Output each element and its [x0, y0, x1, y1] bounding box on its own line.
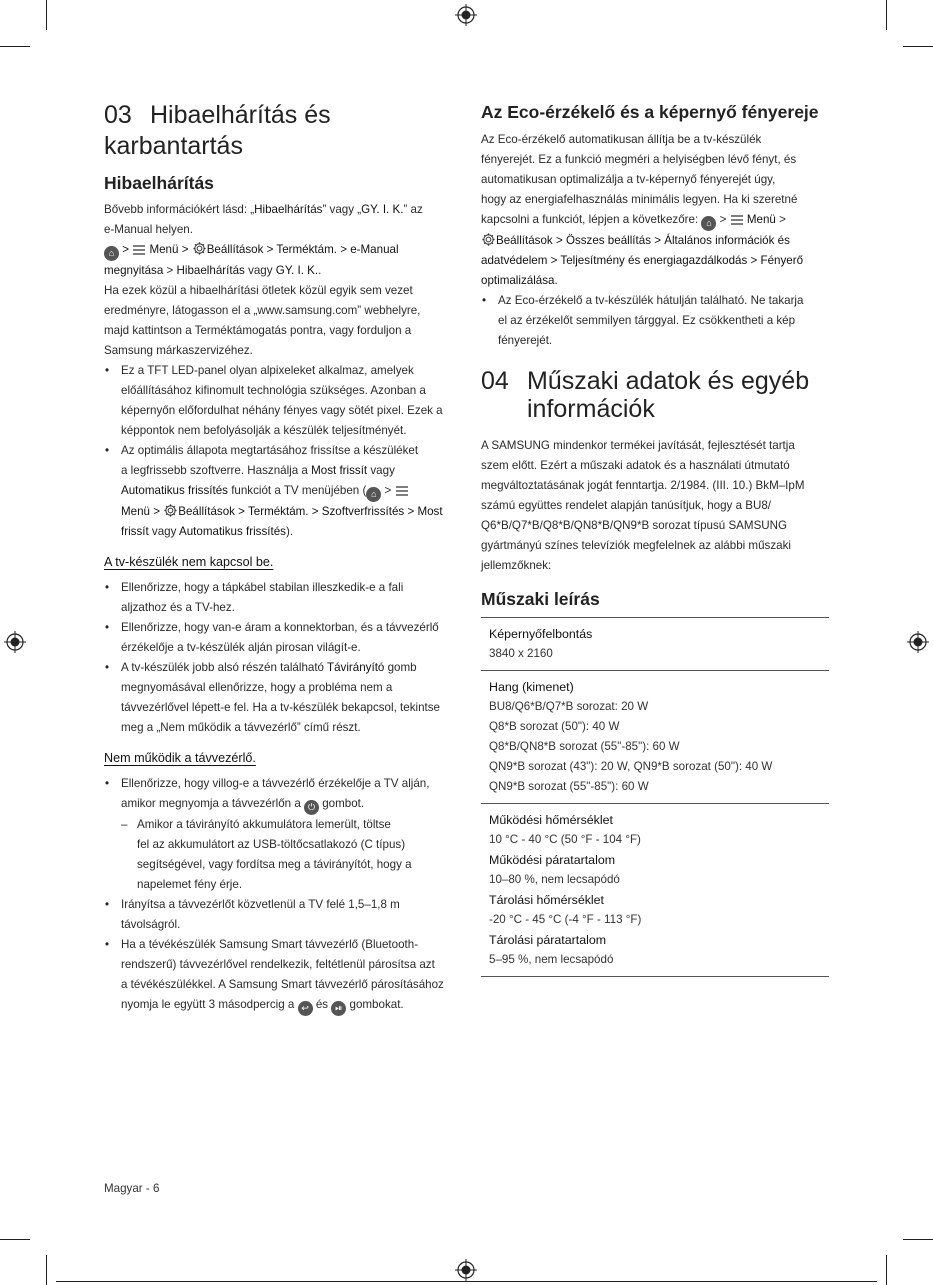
list-item: – Amikor a távirányító akkumulátora lemerült, töltse fel az akkumulátort az USB-töltőcsatlakozó (C típus) segítségével, vagy fordítsa meg a távirányítót, hogy a napelemet fény érje. [104, 815, 454, 895]
paragraph-line: jellemzőknek: [481, 559, 552, 572]
crop-mark [886, 0, 887, 30]
right-column [481, 96, 829, 977]
list-item: • A tv-készülék jobb alsó részén található Távirányító gomb megnyomásával ellenőrizze, hogy a probléma nem a távvezérlővel lépett-e fel. Ha a tv-készülék bekapcsol, tekintse meg a „Nem működik a távvezérlő” című részt. [104, 658, 454, 738]
menu-path: optimalizálása. [481, 274, 558, 287]
crop-mark [0, 46, 30, 47]
paragraph-line: eredményre, látogasson el a „www.samsung.com” webhelyre, [104, 304, 421, 317]
registration-mark-icon [455, 4, 477, 26]
chapter-title: Hibaelhárítás és karbantartás [104, 101, 331, 160]
page-footer: Magyar - 6 [104, 1182, 160, 1195]
crop-mark [903, 46, 933, 47]
crop-mark [903, 1239, 933, 1240]
menu-path: kapcsolni a funkciót, lépjen a következőre: ⌂ > Menü > [481, 210, 829, 231]
chapter-number: 04 [481, 367, 509, 395]
paragraph-line: Samsung márkaszervizéhez. [104, 344, 253, 357]
left-column [104, 96, 454, 1016]
home-icon: ⌂ [366, 487, 381, 502]
subsection-title: A tv-készülék nem kapcsol be. [104, 555, 274, 569]
paragraph-line: Az Eco-érzékelő automatikusan állítja be a tv-készülék [481, 133, 762, 146]
paragraph-line: szem előtt. Ezért a műszaki adatok és a használati útmutató [481, 459, 790, 472]
section-title: Az Eco-érzékelő és a képernyő fényereje [481, 102, 819, 122]
back-icon: ↩ [298, 1001, 313, 1016]
menu-icon [395, 485, 409, 497]
crop-mark [56, 1281, 877, 1282]
paragraph-line: gyártmányú színes televíziók megfelelnek az alábbi műszaki [481, 539, 791, 552]
menu-path: adatvédelem > Teljesítmény és energiagazdálkodás > Fényerő [481, 254, 804, 267]
gear-icon [163, 503, 178, 518]
list-item: • Az Eco-érzékelő a tv-készülék hátulján található. Ne takarja el az érzékelőt semmilyen tárggyal. Ez csökkentheti a kép fényerejét. [481, 291, 829, 351]
menu-icon [132, 244, 146, 256]
paragraph-line: Ha ezek közül a hibaelhárítási ötletek közül egyik sem vezet [104, 284, 413, 297]
spec-row: Működési hőmérséklet 10 °C - 40 °C (50 °F - 104 °F) Működési páratartalom 10–80 %, nem lecsapódó Tárolási hőmérséklet -20 °C - 45 °C (-4 °F - 113 °F) Tárolási páratartalom 5–95 %, nem lecsapódó [481, 804, 829, 977]
section-title: Hibaelhárítás [104, 173, 214, 193]
registration-mark-icon [907, 631, 929, 653]
crop-mark [886, 1255, 887, 1285]
list-item: • Ellenőrizze, hogy villog-e a távvezérlő érzékelője a TV alján, amikor megnyomja a távvezérlőn a ⏻ gombot. [104, 774, 454, 815]
specs-title: Műszaki leírás [481, 589, 600, 609]
crop-mark [46, 1255, 47, 1285]
paragraph-line: Q6*B/Q7*B/Q8*B/QN8*B/QN9*B sorozat típusú SAMSUNG [481, 519, 788, 532]
paragraph-line: számú együttes rendelet alapján tanúsítjuk, hogy a BU8/ [481, 499, 772, 512]
spec-row: Hang (kimenet) BU8/Q6*B/Q7*B sorozat: 20 W Q8*B sorozat (50"): 40 W Q8*B/QN8*B sorozat (55"-85"): 60 W QN9*B sorozat (43"): 20 W, QN9*B sorozat (50"): 40 W QN9*B sorozat (55"-85"): 60 W [481, 671, 829, 804]
play-pause-icon: ⏯ [331, 1001, 346, 1016]
power-icon: ⏻ [304, 800, 319, 815]
list-item: • Az optimális állapota megtartásához frissítse a készüléket a legfrissebb szoftverre. Használja a Most frissít vagy Automatikus frissítés funkciót a TV menüjében ( ⌂ > Menü > Beállítások > Terméktám. > Szoftverfrissítés > Most frissít vagy Automatikus frissítés). [104, 441, 454, 542]
crop-mark [0, 1239, 30, 1240]
gear-icon [481, 232, 496, 247]
list-item: • Irányítsa a távvezérlőt közvetlenül a TV felé 1,5–1,8 m távolságról. [104, 895, 454, 935]
list-item: • Ez a TFT LED-panel olyan alpixeleket alkalmaz, amelyek előállításához kifinomult technológia szükséges. Azonban a képernyőn előfordulhat néhány fényes vagy sötét pixel. Ezek a képpontok nem befolyásolják a készülék teljesítményét. [104, 361, 454, 441]
menu-path: ⌂ > Menü > Beállítások > Terméktám. > e-Manual [104, 240, 454, 261]
paragraph-line: A SAMSUNG mindenkor termékei javítását, fejlesztését tartja [481, 439, 795, 452]
paragraph-line: fényerejét. Ez a funkció megméri a helyiségben lévő fényt, és [481, 153, 797, 166]
intro-line: e-Manual helyen. [104, 223, 193, 236]
registration-mark-icon [4, 631, 26, 653]
paragraph-line: majd kattintson a Terméktámogatás pontra, vagy forduljon a [104, 324, 412, 337]
chapter-number: 03 [104, 101, 132, 129]
home-icon: ⌂ [104, 246, 119, 261]
chapter-title: Műszaki adatok és egyéb [527, 367, 810, 395]
spec-row: Képernyőfelbontás 3840 x 2160 [481, 618, 829, 671]
paragraph-line: hogy az energiafelhasználás minimális legyen. Ha ki szeretné [481, 193, 798, 206]
paragraph-line: automatikusan optimalizálja a tv-képernyő fényerejét úgy, [481, 173, 776, 186]
menu-path: megnyitása > Hibaelhárítás vagy GY. I. K.. [104, 264, 322, 277]
chapter-heading [104, 100, 454, 162]
list-item: • Ellenőrizze, hogy a tápkábel stabilan illeszkedik-e a fali aljzathoz és a TV-hez. [104, 578, 454, 618]
chapter-heading [481, 367, 829, 423]
menu-path: Beállítások > Összes beállítás > Általános információk és [481, 231, 829, 251]
home-icon: ⌂ [701, 216, 716, 231]
chapter-title: információk [527, 395, 655, 423]
paragraph-line: megváltoztatásának jogát fenntartja. 2/1984. (III. 10.) BkM–IpM [481, 479, 805, 492]
intro-line: Bővebb információkért lásd: „Hibaelhárítás” vagy „GY. I. K.” az [104, 203, 423, 216]
registration-mark-icon [455, 1259, 477, 1281]
subsection-title: Nem működik a távvezérlő. [104, 751, 256, 765]
list-item: • Ha a tévékészülék Samsung Smart távvezérlő (Bluetooth- rendszerű) távvezérlővel rendelkezik, feltétlenül párosítsa azt a tévékészülékkel. A Samsung Smart távvezérlő párosításához nyomja le együtt 3 másodpercig a ↩ és ⏯ gombokat. [104, 935, 454, 1016]
list-item: • Ellenőrizze, hogy van-e áram a konnektorban, és a távvezérlő érzékelője a tv-készülék alján pirosan világít-e. [104, 618, 454, 658]
specs-table [481, 617, 829, 977]
gear-icon [192, 241, 207, 256]
menu-icon [730, 214, 744, 226]
crop-mark [46, 0, 47, 30]
